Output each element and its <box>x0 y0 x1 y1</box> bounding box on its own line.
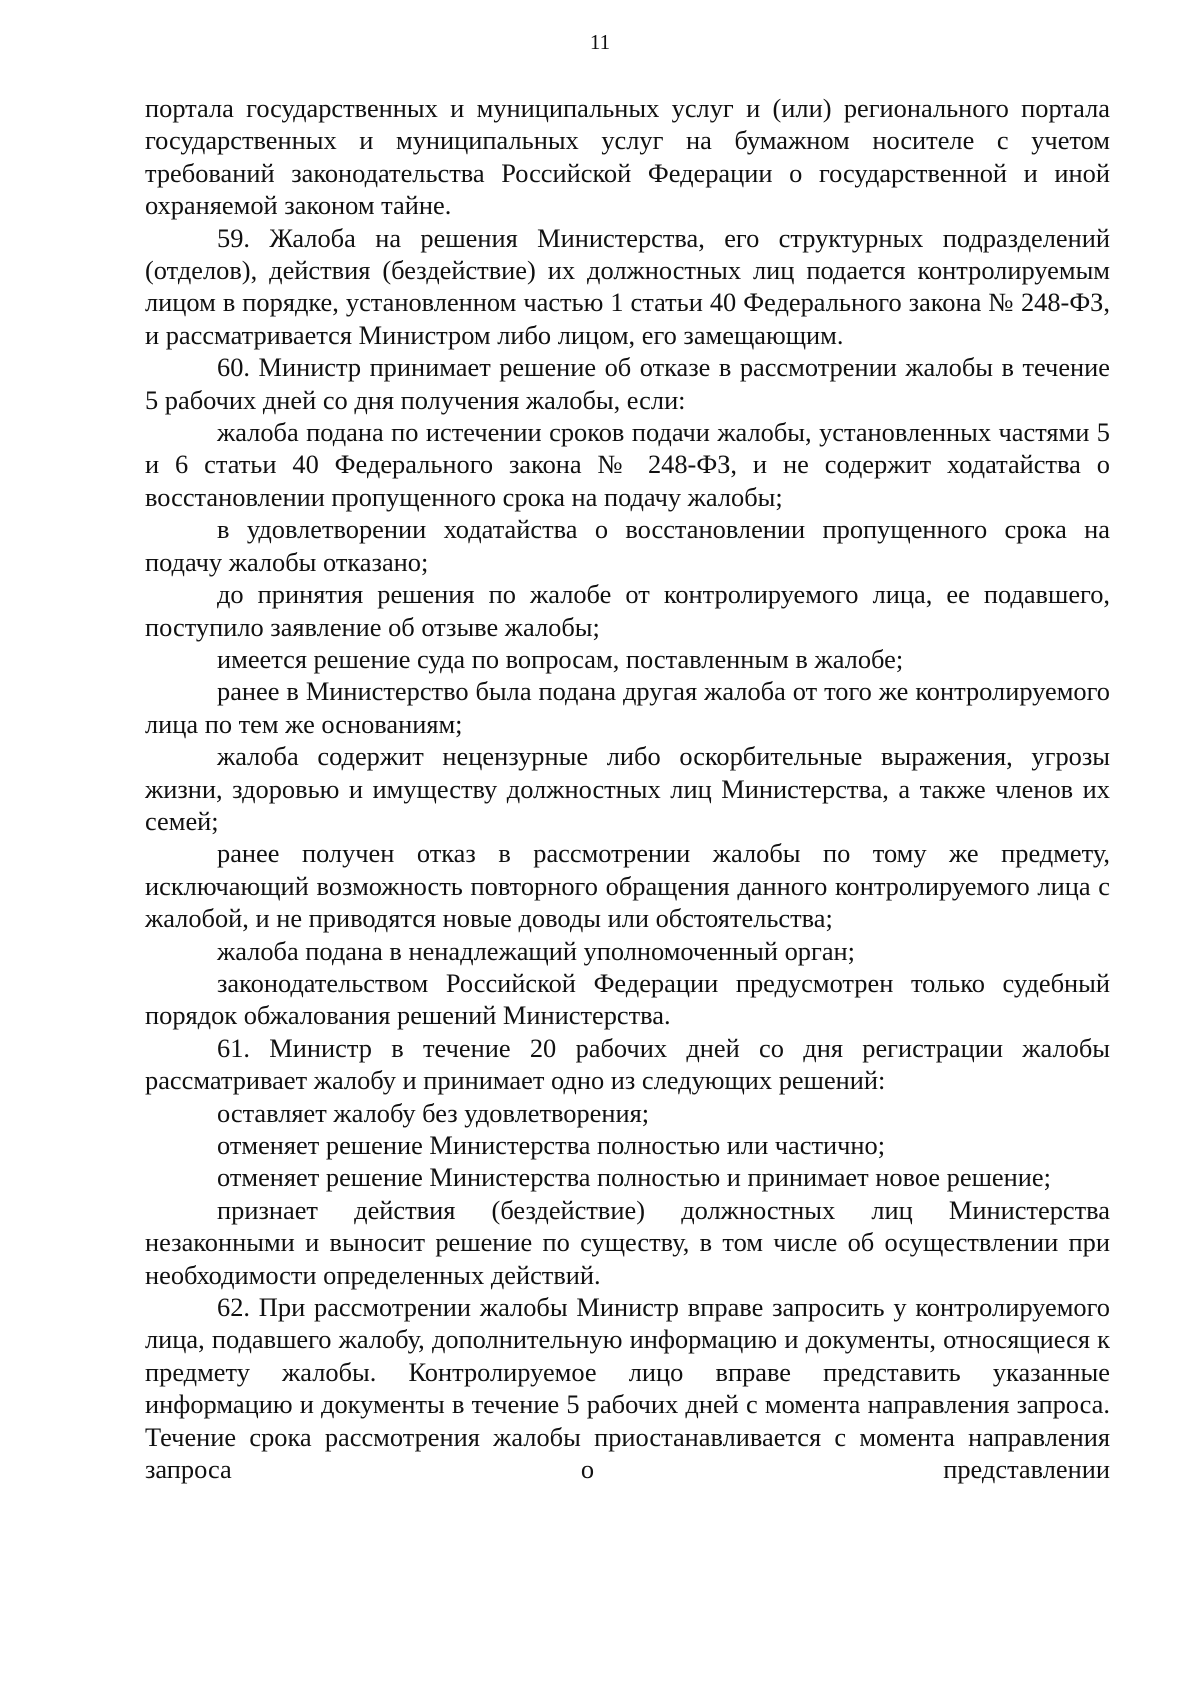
list-item-cancel-partially: отменяет решение Министерства полностью или частично; <box>217 1130 886 1160</box>
paragraph-61: 61. Министр в течение 20 рабочих дней со дня регистрации жалобы рассматривает жалобу и принимает одно из следующих решений: <box>145 1032 1110 1096</box>
list-item-wrong-authority: жалоба подана в ненадлежащий уполномоченный орган; <box>217 935 856 966</box>
list-item-late-complaint: жалоба подана по истечении сроков подачи жалобы, установленных частями 5 и 6 статьи 40 Федерального закона № 248-ФЗ, и не содержит ходатайства о восстановлении пропущенного срока на подачу жалобы; <box>145 417 1110 512</box>
paragraph-62: 62. При рассмотрении жалобы Министр вправе запросить у контролируемого лица, подавшего жалобу, дополнительную информацию и документы, относящиеся к предмету жалобы. Контролируемое лицо вправе представить указанные информацию и документы в течение 5 рабочих дней с момента направления запроса. Течение срока рассмотрения жалобы приостанавливается с момента направления запроса о представлении <box>145 1292 1110 1485</box>
document-body <box>145 92 1110 1485</box>
paragraph-continuation: портала государственных и муниципальных услуг и (или) регионального портала государственных и муниципальных услуг на бумажном носителе с учетом требований законодательства Российской Федерации о государственной и иной охраняемой законом тайне. <box>145 93 1110 221</box>
list-item-prior-refusal: ранее получен отказ в рассмотрении жалобы по тому же предмету, исключающий возможность повторного обращения данного контролируемого лица с жалобой, и не приводятся новые доводы или обстоятельства; <box>145 838 1110 934</box>
list-item-leave-unsatisfied: оставляет жалобу без удовлетворения; <box>217 1097 650 1128</box>
list-item-judicial-only: законодательством Российской Федерации предусмотрен только судебный порядок обжалования решений Министерства. <box>145 967 1110 1031</box>
list-item-withdrawal: до принятия решения по жалобе от контролируемого лица, ее подавшего, поступило заявление об отзыве жалобы; <box>145 579 1110 642</box>
list-item-cancel-new-decision: отменяет решение Министерства полностью и принимает новое решение; <box>217 1162 1051 1193</box>
list-item-duplicate-complaint: ранее в Министерство была подана другая жалоба от того же контролируемого лица по тем же основаниям; <box>145 676 1110 739</box>
list-item-court-decision: имеется решение суда по вопросам, поставленным в жалобе; <box>217 643 904 674</box>
paragraph-60: 60. Министр принимает решение об отказе в рассмотрении жалобы в течение 5 рабочих дней со дня получения жалобы, если: <box>145 352 1110 415</box>
list-item-declare-unlawful: признает действия (бездействие) должностных лиц Министерства незаконными и выносит решение по существу, в том числе об осуществлении при необходимости определенных действий. <box>145 1194 1110 1290</box>
list-item-obscene-content: жалоба содержит нецензурные либо оскорбительные выражения, угрозы жизни, здоровью и имуществу должностных лиц Министерства, а также членов их семей; <box>145 741 1110 836</box>
list-item-petition-denied: в удовлетворении ходатайства о восстановлении пропущенного срока на подачу жалобы отказано; <box>145 514 1110 577</box>
page-number: 11 <box>589 30 611 54</box>
paragraph-59: 59. Жалоба на решения Министерства, его структурных подразделений (отделов), действия (бездействие) их должностных лиц подается контролируемым лицом в порядке, установленном частью 1 статьи 40 Федерального закона № 248-ФЗ, и рассматривается Министром либо лицом, его замещающим. <box>145 222 1110 350</box>
